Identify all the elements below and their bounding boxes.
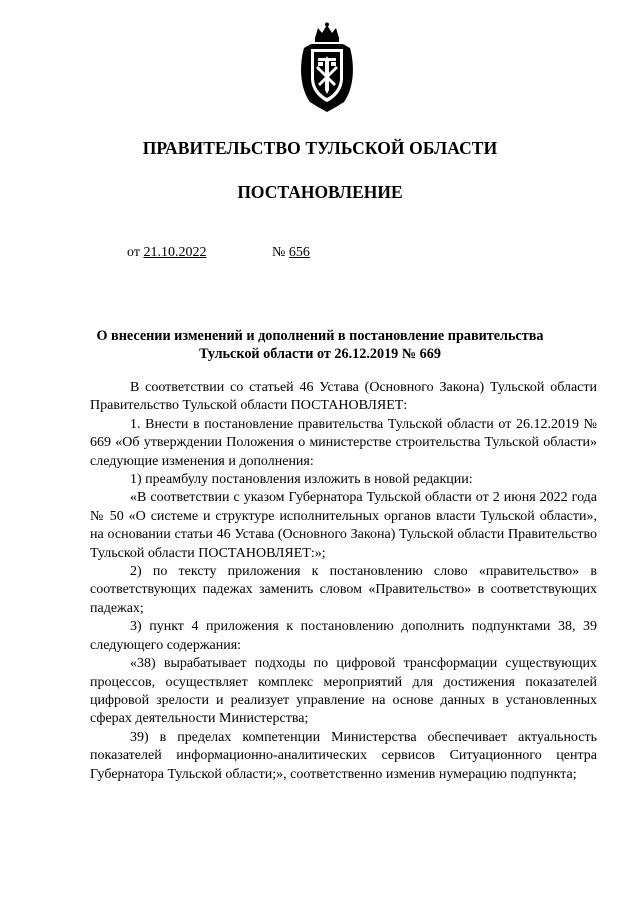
number-prefix: №: [272, 245, 286, 260]
coat-of-arms-emblem: [298, 22, 356, 114]
paragraph-2: 1. Внести в постановление правительства Тульской области от 26.12.2019 № 669 «Об утверждении Положения о министерстве строительства Тульской области» следующие изменения и дополнения:: [90, 416, 597, 469]
title-line-1: О внесении изменений и дополнений в постановление правительства: [96, 328, 544, 344]
paragraph-6: 3) пункт 4 приложения к постановлению дополнить подпунктами 38, 39 следующего содержания:: [90, 619, 597, 653]
government-heading: ПРАВИТЕЛЬСТВО ТУЛЬСКОЙ ОБЛАСТИ: [142, 138, 498, 158]
paragraph-3: 1) преамбулу постановления изложить в новой редакции:: [130, 472, 473, 488]
document-title: [90, 327, 550, 363]
paragraph-5: 2) по тексту приложения к постановлению слово «правительство» в соответствующих падежах заменить словом «Правительство» в соответствующих падежах;: [90, 564, 597, 616]
paragraph-1: В соответствии со статьей 46 Устава (Основного Закона) Тульской области Правительство Тульской области ПОСТАНОВЛЯЕТ:: [90, 380, 597, 414]
paragraph-7: «38) вырабатывает подходы по цифровой трансформации существующих процессов, осуществляет комплекс мероприятий для достижения показателей цифровой зрелости и реализует управление на основе данных в установленных сферах деятельности Министерства;: [90, 656, 597, 727]
title-line-2: Тульской области от 26.12.2019 № 669: [199, 346, 441, 362]
document-type-heading: ПОСТАНОВЛЕНИЕ: [237, 182, 403, 202]
document-date: [127, 245, 206, 261]
paragraph-4: «В соответствии с указом Губернатора Тульской области от 2 июня 2022 года № 50 «О системе и структуре исполнительных органов власти Тульской области», на основании статьи 46 Устава (Основного Закона) Тульской области Правительство Тульской области ПОСТАНОВЛЯЕТ:»;: [90, 490, 597, 561]
date-prefix: от: [127, 245, 140, 260]
number-value: 656: [288, 245, 310, 260]
date-value: 21.10.2022: [143, 245, 207, 260]
paragraph-8: 39) в пределах компетенции Министерства обеспечивает актуальность показателей информационно-аналитических сервисов Ситуационного центра Губернатора Тульской области;», соответственно изменив нумерацию подпункта;: [90, 729, 597, 782]
document-body: [90, 379, 597, 784]
document-number: [272, 245, 310, 261]
